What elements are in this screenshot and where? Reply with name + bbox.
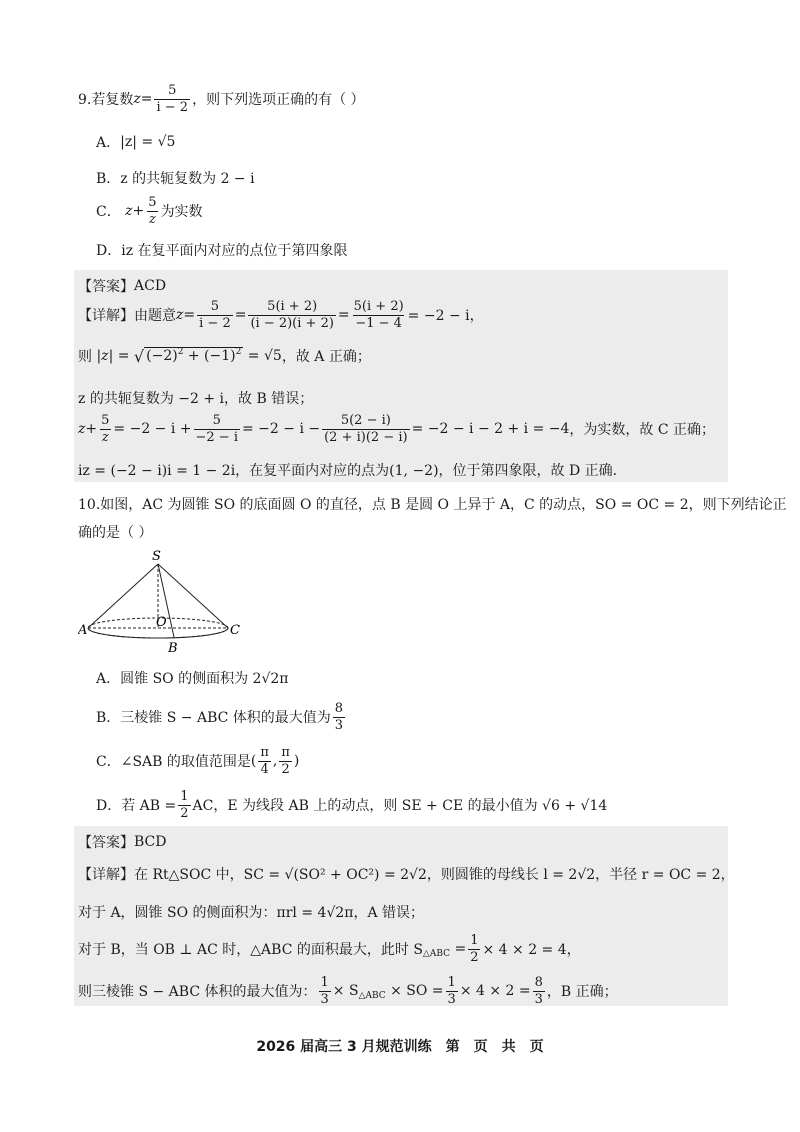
q10-detail-line1 <box>78 864 735 884</box>
answer-value: BCD <box>134 834 167 850</box>
q10-option-c: C． ∠SAB 的取值范围是 ( $\frac{\pi}{4}$ , $\frac{\pi}{2}$ ) <box>96 745 300 777</box>
label-a: A <box>78 623 88 638</box>
q9-option-a <box>96 132 175 152</box>
option-label: B． <box>96 171 121 187</box>
option-label: A． <box>96 135 121 151</box>
detail-text: z 的共轭复数为 −2 + i，故 B 错误； <box>78 391 314 407</box>
option-text: 为实数 <box>160 204 203 221</box>
q9-stem-suffix: ，则下列选项正确的有（ ） <box>192 92 365 109</box>
option-label: C． <box>96 204 121 221</box>
detail-subscript: △ABC <box>422 949 451 960</box>
q9-detail-line5 <box>78 460 617 480</box>
label-s: S <box>152 549 161 564</box>
q9-fraction: $\frac{5}{i - 2}$ <box>156 83 189 115</box>
detail-text: iz = (−2 − i)i = 1 − 2i，在复平面内对应的点为(1, −2)，位于第四象限，故 D 正确. <box>78 463 618 479</box>
q9-detail-line1: 【详解】 由题意 z = $\frac{5}{i - 2}$ = $\frac{5(i + 2)}{(i - 2)(i + 2)}$ = $\frac{5(i + 2)}{-1 - 4}$ = −2 − i， <box>78 299 484 331</box>
q10-detail-line3: 对于 B，当 OB ⊥ AC 时，△ABC 的面积最大，此时 S △ABC = $\frac{1}{2}$ × 4 × 2 = 4， <box>78 933 581 965</box>
q9-answer <box>78 276 166 296</box>
option-text: ∠SAB 的取值范围是 <box>120 754 251 771</box>
stem-text: 10.如图，AC 为圆锥 SO 的底面圆 O 的直径，点 B 是圆 O 上异于 A，C 的动点，SO = OC = 2，则下列结论正 <box>78 497 787 513</box>
option-label: B． <box>96 710 121 727</box>
option-label: D． <box>96 243 122 259</box>
label-b: B <box>168 641 178 656</box>
option-label: D． <box>96 798 122 815</box>
option-text: AC，E 为线段 AB 上的动点，则 SE + CE 的最小值为 √6 + √14 <box>192 798 608 815</box>
detail-text: 则 <box>78 349 92 365</box>
detail-text: ，B 正确； <box>546 984 618 1001</box>
q9-stem-prefix: 9.若复数 <box>78 92 134 109</box>
q9-detail-line2: 则 | z | = √ $(-2)^2 + (-1)^2$ = √5 ，故 A 正确； <box>78 346 371 366</box>
detail-text: ，故 A 正确； <box>281 349 371 365</box>
option-text: |z| = √5 <box>120 134 176 150</box>
detail-text: 由题意 <box>134 308 176 325</box>
q9-option-d <box>96 240 348 260</box>
answer-tag: 【答案】 <box>78 279 134 295</box>
q10-detail-line2 <box>78 902 424 922</box>
option-label: A． <box>96 671 121 687</box>
q10-detail-line4: 则三棱锥 S − ABC 体积的最大值为： $\frac{1}{3}$ × S △ABC × SO = $\frac{1}{3}$ × 4 × 2 = $\frac{8}{3}$ ，B 正确； <box>78 975 618 1007</box>
q10-option-d: D． 若 AB = $\frac{1}{2}$ AC，E 为线段 AB 上的动点，则 SE + CE 的最小值为 √6 + √14 <box>96 789 608 821</box>
detail-text: × 4 × 2 = 4， <box>482 942 581 959</box>
detail-text: ，为实数，故 C 正确； <box>569 422 716 439</box>
q9-option-b <box>96 168 255 188</box>
page-footer: 2026 届高三 3 月规范训练 第 页 共 页 <box>256 1039 544 1055</box>
detail-text: 对于 B，当 OB ⊥ AC 时，△ABC 的面积最大，此时 S <box>78 942 423 959</box>
detail-text: 对于 A，圆锥 SO 的侧面积为：πrl = 4√2π，A 错误； <box>78 905 425 921</box>
label-o: O <box>156 615 167 630</box>
q10-stem-line2 <box>78 522 152 542</box>
answer-tag: 【答案】 <box>78 835 134 851</box>
q10-option-b: B． 三棱锥 S − ABC 体积的最大值为 $\frac{8}{3}$ <box>96 701 344 733</box>
detail-text: 则三棱锥 S − ABC 体积的最大值为： <box>78 984 317 1001</box>
detail-tag: 【详解】 <box>78 308 134 325</box>
answer-value: ACD <box>134 278 167 294</box>
option-text: 若 AB = <box>121 798 177 815</box>
q9-option-c: C． z + $\frac{5}{z}$ 为实数 <box>96 195 203 227</box>
stem-text: 确的是（ ） <box>78 525 153 541</box>
q9-detail-line4: z + $\frac{5}{z}$ = −2 − i + $\frac{5}{-2 - i}$ = −2 − i − $\frac{5(2 - i)}{(2 + i)(2 - i)}$ = −2 − i − 2 + i = −4 ，为实数，故 C 正确； <box>78 413 716 445</box>
cone-figure <box>78 546 248 656</box>
option-text: iz 在复平面内对应的点位于第四象限 <box>121 243 348 259</box>
label-c: C <box>230 623 240 638</box>
detail-tag: 【详解】 <box>78 867 134 883</box>
option-label: C． <box>96 754 121 771</box>
option-text: 圆锥 SO 的侧面积为 2√2π <box>120 671 289 687</box>
q9-detail-line3 <box>78 388 313 408</box>
q9-stem: 9.若复数 z = $\frac{5}{i - 2}$ ，则下列选项正确的有（ ） <box>78 83 365 115</box>
q10-stem-line1 <box>78 494 787 514</box>
option-text: 三棱锥 S − ABC 体积的最大值为 <box>120 710 331 727</box>
option-text: z 的共轭复数为 2 − i <box>120 171 255 187</box>
detail-text: 在 Rt△SOC 中，SC = √(SO² + OC²) = 2√2，则圆锥的母线长 l = 2√2，半径 r = OC = 2， <box>134 867 735 883</box>
q10-option-a <box>96 668 288 688</box>
q10-answer <box>78 832 166 852</box>
